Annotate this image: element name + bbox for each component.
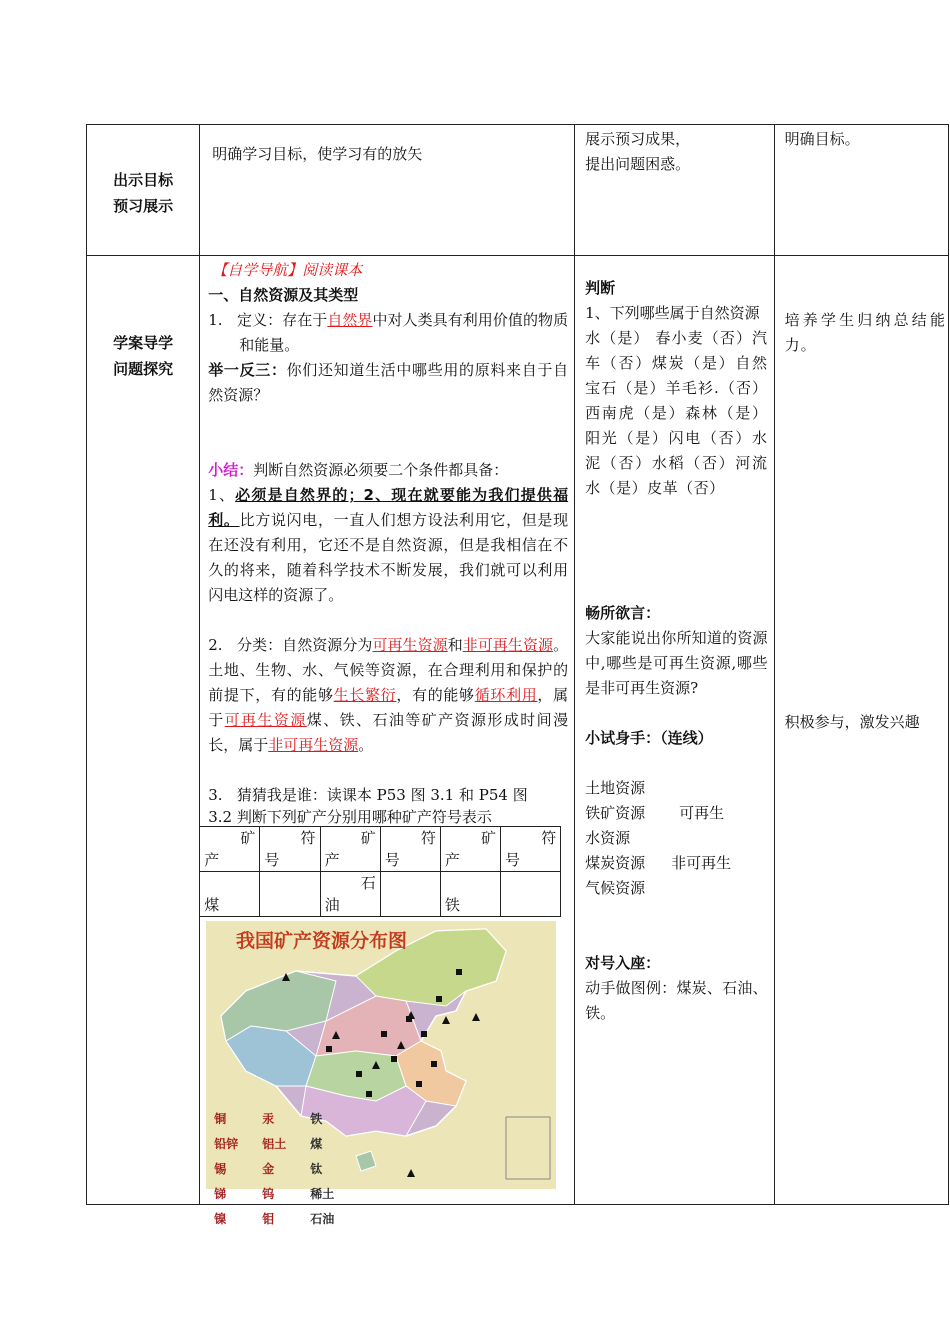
table-header: 矿 产 (320, 827, 380, 872)
match-right-item[interactable]: 非可再生 (671, 854, 732, 872)
stage-label: 问题探究 (113, 360, 174, 378)
blank-answer: 非可再生资源 (462, 636, 554, 654)
match-left-item[interactable]: 煤炭资源 (585, 854, 646, 872)
legend-item: 钼 (262, 1212, 275, 1226)
legend-item: 铁 (310, 1112, 323, 1126)
map-title: 我国矿产资源分布图 (236, 930, 408, 952)
student-text: 展示预习成果， (585, 130, 691, 148)
blank-answer: 可再生资源 (224, 711, 307, 729)
intent-text: 积极参与，激发兴趣 (784, 713, 920, 731)
extend-text: 你们还知道生活中哪些用的原料来自于自然资源？ (208, 361, 569, 404)
list-number: 2. (208, 636, 223, 654)
guess-text: 3.2 判断下列矿产分别用哪种矿产符号表示 (208, 808, 492, 826)
teacher-activity-cell (200, 125, 575, 256)
intent-cell (774, 125, 948, 256)
table-row (87, 256, 949, 1205)
match-left-item[interactable]: 水资源 (585, 829, 631, 847)
intent-cell (774, 256, 948, 1205)
class-text: 。 (358, 736, 374, 754)
legend-item: 镍 (214, 1212, 227, 1226)
legend-item: 稀土 (310, 1187, 335, 1201)
seat-text: 动手做图例：煤炭、石油、铁。 (585, 979, 768, 1022)
try-title: （连线） (660, 729, 713, 747)
blank-answer: 生长繁衍 (333, 686, 397, 704)
table-cell: 石 油 (320, 872, 380, 917)
match-right-item[interactable]: 可再生 (679, 804, 725, 822)
definition-text: 定义：存在于 (237, 311, 328, 329)
blank-answer: 非可再生资源 (268, 736, 359, 754)
teacher-text: 明确学习目标，使学习有的放矢 (212, 145, 423, 163)
extend-label: 举一反三： (208, 361, 287, 379)
definition-text: 的物质和能量。 (239, 311, 569, 354)
legend-item: 锡 (214, 1162, 227, 1176)
list-number: 1. (208, 311, 223, 329)
table-cell: 铁 (440, 872, 500, 917)
mineral-distribution-map (206, 921, 556, 1226)
match-left-item[interactable]: 土地资源 (585, 779, 646, 797)
student-activity-cell (575, 256, 774, 1205)
intent-text: 培养学生归纳总结能力。 (784, 311, 946, 354)
map-legend (214, 1107, 374, 1232)
condition-text: 比方说闪电，一直人们想方设法利用它，但是现在还没有利用，它还不是自然资源，但是我相信在不久的将来，随着科学技术不断发展，我们就可以利用闪电这样的资源了。 (208, 511, 569, 604)
nav-bracket: 【自学导航】 (212, 261, 303, 279)
legend-item: 钛 (310, 1162, 323, 1176)
legend-item: 钨 (262, 1187, 275, 1201)
student-text: 提出问题困惑。 (585, 155, 691, 173)
table-cell: 煤 (200, 872, 260, 917)
legend-item: 铅锌 (214, 1137, 239, 1151)
table-header: 矿 产 (200, 827, 260, 872)
legend-item: 铝土 (262, 1137, 287, 1151)
legend-item: 石油 (310, 1212, 335, 1226)
class-text: 煤、铁、石油等矿产资源形成时间漫长，属于 (208, 711, 569, 754)
mineral-symbol-table (199, 826, 561, 917)
table-cell[interactable] (260, 872, 320, 917)
legend-item: 汞 (262, 1112, 275, 1126)
class-text: ，有的能够 (396, 686, 475, 704)
condition-text: 1、 (208, 486, 236, 504)
stage-label: 出示目标 (113, 171, 174, 189)
guess-text: 猜猜我是谁：读课本 P53 图 3.1 和 P54 图 (236, 786, 528, 804)
table-header: 符 号 (260, 827, 320, 872)
table-row (87, 125, 949, 256)
legend-item: 煤 (310, 1137, 323, 1151)
definition-text: 中对人类具有利用价值 (372, 311, 523, 329)
class-text: 。土地、生物、水、气候等资源，在合理利用和保护的前提下，有的能够 (208, 636, 569, 704)
judge-question: 1、下列哪些属于自然资源 (585, 304, 760, 322)
try-title: 小试身手： (585, 729, 661, 747)
stage-cell (87, 125, 200, 256)
summary-label: 小结： (208, 461, 254, 479)
nav-text: 阅读课本 (302, 261, 363, 279)
match-left-item[interactable]: 气候资源 (585, 879, 646, 897)
match-left-item[interactable]: 铁矿资源 (585, 804, 646, 822)
blank-answer: 自然界 (327, 311, 373, 329)
class-text: ，属于 (208, 686, 569, 729)
teacher-activity-cell (200, 256, 575, 1226)
table-header: 符 号 (380, 827, 440, 872)
table-cell[interactable] (380, 872, 440, 917)
class-text: 和 (447, 636, 463, 654)
talk-text: 大家能说出你所知道的资源中,哪些是可再生资源,哪些是非可再生资源? (585, 629, 768, 697)
stage-label: 学案导学 (113, 334, 174, 352)
student-activity-cell (575, 125, 774, 256)
legend-item: 金 (262, 1162, 275, 1176)
table-cell[interactable] (501, 872, 561, 917)
stage-label: 预习展示 (113, 197, 174, 215)
blank-answer: 可再生资源 (372, 636, 448, 654)
summary-text: 判断自然资源必须要二个条件都具备： (253, 461, 509, 479)
judge-title: 判断 (585, 279, 616, 297)
section-heading: 一、自然资源及其类型 (208, 286, 359, 304)
legend-item: 铜 (214, 1112, 227, 1126)
seat-title: 对号入座： (585, 954, 661, 972)
talk-title: 畅所欲言： (585, 604, 661, 622)
judge-items: 水（是） 春小麦（否）汽车（否）煤炭（是）自然宝石（是）羊毛衫.（否）西南虎（是）森林（是）阳光（是）闪电（否）水泥（否）水稻（否）河流水（是）皮革（否） (585, 329, 768, 497)
table-header: 矿 产 (440, 827, 500, 872)
intent-text: 明确目标。 (784, 130, 860, 148)
list-number: 3. (208, 786, 223, 804)
condition-text: 必须是自然界的；2、现在就要能为我们提供福利。 (208, 486, 569, 529)
lesson-plan-table (86, 124, 949, 1226)
legend-item: 锑 (214, 1187, 227, 1201)
table-header: 符 号 (501, 827, 561, 872)
class-text: 分类：自然资源分为 (237, 636, 373, 654)
blank-answer: 循环利用 (474, 686, 538, 704)
stage-cell (87, 256, 200, 1205)
